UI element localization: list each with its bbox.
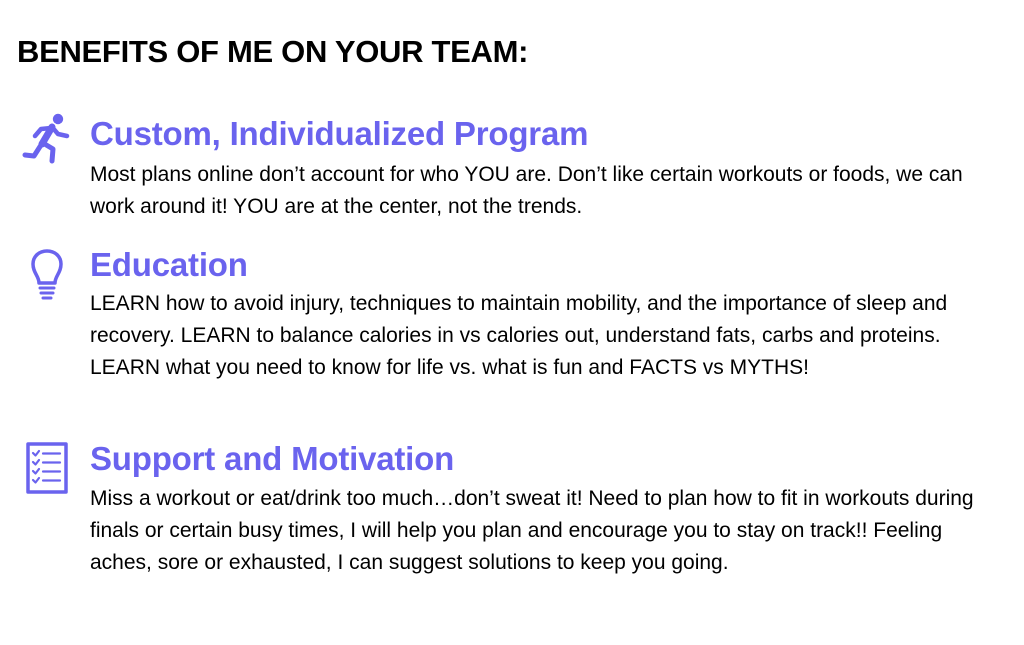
page-title: BENEFITS OF ME ON YOUR TEAM:: [17, 34, 529, 69]
section-body: LEARN how to avoid injury, techniques to maintain mobility, and the importance of sleep and recovery. LEARN to balance calories in vs calories out, understand fats, carbs and proteins. LEARN what you need to know for life vs. what is fun and FACTS vs MYTHS!: [90, 292, 948, 379]
section-heading: Support and Motivation: [90, 440, 455, 477]
section-body: Miss a workout or eat/drink too much…don’t sweat it! Need to plan how to fit in workouts during finals or certain busy times, I will help you plan and encourage you to stay on track!! Feeling aches, sore or exhausted, I can suggest solutions to keep you going.: [90, 487, 974, 574]
running-person-icon: [22, 112, 72, 166]
section-heading: Education: [90, 246, 248, 283]
checklist-icon: [22, 441, 72, 495]
lightbulb-icon: [22, 247, 72, 301]
section-heading: Custom, Individualized Program: [90, 115, 589, 152]
section-body: Most plans online don’t account for who YOU are. Don’t like certain workouts or foods, we can work around it! YOU are at the center, not the trends.: [90, 163, 963, 218]
